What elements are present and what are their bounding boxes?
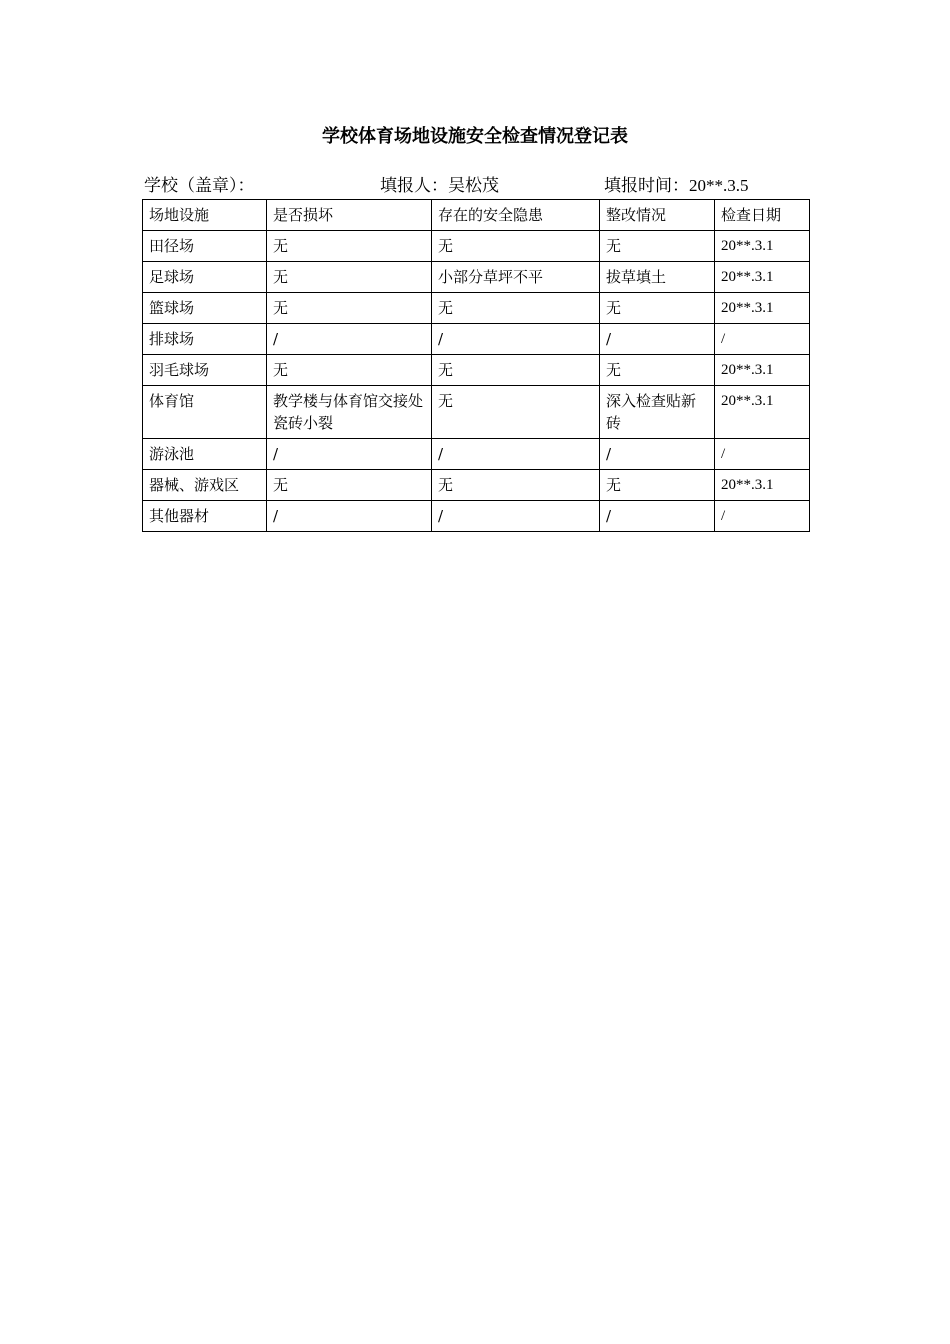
cell-facility: 器械、游戏区 [143,470,267,501]
cell-damaged: 无 [267,293,432,324]
cell-damaged: 无 [267,470,432,501]
cell-rectification: 无 [600,231,715,262]
cell-hazard: 无 [432,386,600,439]
cell-hazard: / [432,501,600,532]
cell-date: / [715,324,810,355]
cell-damaged: / [267,439,432,470]
cell-rectification: / [600,439,715,470]
cell-date: 20**.3.1 [715,470,810,501]
header-inspection-date: 检查日期 [715,200,810,231]
cell-facility: 篮球场 [143,293,267,324]
cell-facility: 足球场 [143,262,267,293]
school-label: 学校（盖章）： [144,176,255,196]
table-row [143,439,810,470]
cell-date: / [715,501,810,532]
cell-damaged: / [267,501,432,532]
cell-damaged: 无 [267,262,432,293]
table-row [143,324,810,355]
cell-hazard: / [432,324,600,355]
cell-damaged: 无 [267,355,432,386]
report-time-field [604,174,749,198]
inspection-table [142,199,810,532]
cell-hazard: 无 [432,355,600,386]
header-hazard: 存在的安全隐患 [432,200,600,231]
cell-damaged: 教学楼与体育馆交接处瓷砖小裂 [267,386,432,439]
report-time-value: 20**.3.5 [689,176,749,195]
cell-rectification: 无 [600,293,715,324]
cell-rectification: 无 [600,355,715,386]
cell-date: 20**.3.1 [715,262,810,293]
table-row [143,262,810,293]
cell-date: 20**.3.1 [715,386,810,439]
filler-label: 填报人： [380,176,448,196]
cell-rectification: / [600,324,715,355]
cell-hazard: 无 [432,293,600,324]
cell-rectification: 深入检查贴新砖 [600,386,715,439]
cell-facility: 田径场 [143,231,267,262]
cell-facility: 羽毛球场 [143,355,267,386]
header-facility: 场地设施 [143,200,267,231]
cell-rectification: 无 [600,470,715,501]
cell-facility: 体育馆 [143,386,267,439]
cell-facility: 游泳池 [143,439,267,470]
cell-damaged: 无 [267,231,432,262]
cell-rectification: 拔草填土 [600,262,715,293]
table-header-row [143,200,810,231]
filler-field [380,174,499,198]
filler-name: 吴松茂 [448,176,499,196]
cell-facility: 排球场 [143,324,267,355]
cell-hazard: 无 [432,470,600,501]
cell-date: 20**.3.1 [715,355,810,386]
table-row [143,501,810,532]
school-stamp-field [144,174,255,198]
table-row [143,386,810,439]
cell-damaged: / [267,324,432,355]
cell-hazard: / [432,439,600,470]
cell-date: 20**.3.1 [715,293,810,324]
table-row [143,470,810,501]
cell-date: / [715,439,810,470]
table-row [143,231,810,262]
cell-hazard: 无 [432,231,600,262]
cell-hazard: 小部分草坪不平 [432,262,600,293]
table-row [143,293,810,324]
cell-date: 20**.3.1 [715,231,810,262]
report-time-label: 填报时间： [604,176,689,196]
table-row [143,355,810,386]
cell-facility: 其他器材 [143,501,267,532]
document-title: 学校体育场地设施安全检查情况登记表 [322,126,628,147]
header-damaged: 是否损坏 [267,200,432,231]
cell-rectification: / [600,501,715,532]
header-rectification: 整改情况 [600,200,715,231]
